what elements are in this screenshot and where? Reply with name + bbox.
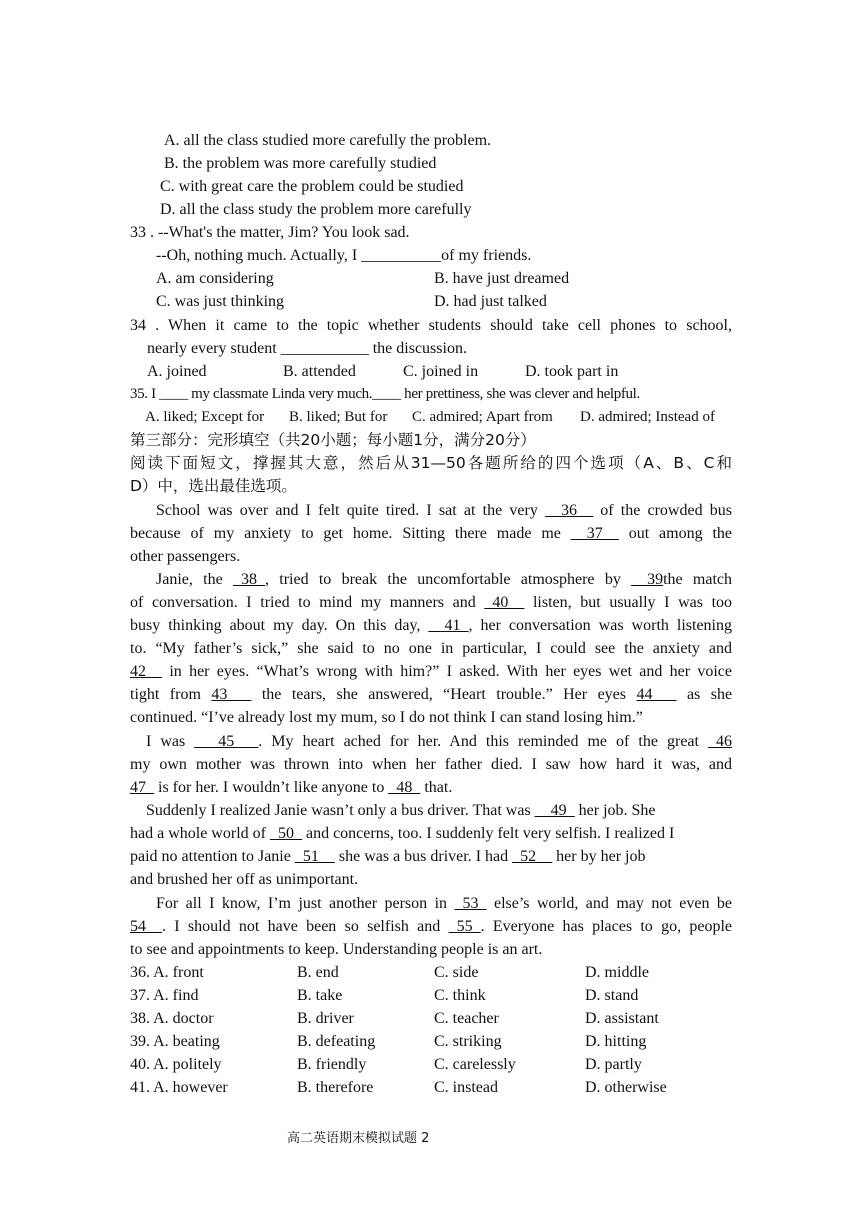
- blank-38: _38_: [232, 571, 265, 588]
- passage-line: continued. “I’ve already lost my mum, so I do not think I can stand losing him.”: [130, 709, 643, 726]
- q34-option-a: A. joined: [147, 363, 207, 380]
- q35-option-d: D. admired; Instead of: [580, 409, 715, 425]
- q32-option-b: B. the problem was more carefully studied: [164, 155, 437, 172]
- answer-41-d: D. otherwise: [585, 1079, 667, 1096]
- blank-40: _40__: [484, 594, 525, 611]
- q35-line1: 35. I ____ my classmate Linda very much.____ her prettiness, she was clever and helpful.: [130, 386, 640, 402]
- blank-43: 43___: [211, 686, 252, 703]
- blank-48: _48_: [388, 779, 421, 796]
- passage-line: I was ___45___. My heart ached for her. And this reminded me of the great _46: [146, 733, 732, 750]
- answer-38-d: D. assistant: [585, 1010, 659, 1027]
- answer-36-d: D. middle: [585, 964, 649, 981]
- passage-line: busy thinking about my day. On this day, __41_, her conversation was worth listening: [130, 617, 733, 634]
- answer-36-b: B. end: [297, 964, 339, 981]
- q33-option-b: B. have just dreamed: [434, 270, 570, 287]
- answer-37-b: B. take: [297, 987, 343, 1004]
- q34-option-b: B. attended: [283, 363, 356, 380]
- blank-46: _46: [708, 733, 732, 750]
- blank-51: _51__: [294, 848, 335, 865]
- answer-38-c: C. teacher: [434, 1010, 499, 1027]
- blank-49: __49_: [534, 802, 575, 819]
- answer-39-b: B. defeating: [297, 1033, 376, 1050]
- q34-option-c: C. joined in: [403, 363, 479, 380]
- blank-54: 54__: [130, 918, 162, 935]
- passage-line: of conversation. I tried to mind my manners and _40__ listen, but usually I was too: [130, 594, 733, 611]
- q34-line1: 34 . When it came to the topic whether students should take cell phones to school,: [130, 317, 732, 334]
- answer-40-d: D. partly: [585, 1056, 642, 1073]
- passage-line: 42__ in her eyes. “What’s wrong with him?” I asked. With her eyes wet and her voice: [130, 663, 733, 680]
- blank-44: 44___: [636, 686, 677, 703]
- answer-38-a: 38. A. doctor: [130, 1010, 214, 1027]
- q33-blank: __________: [361, 247, 442, 264]
- page-footer: 高二英语期末模拟试题 2: [287, 1131, 430, 1146]
- section3-instruction-2: D）中，选出最佳选项。: [130, 477, 297, 495]
- answer-40-b: B. friendly: [297, 1056, 367, 1073]
- section3-instruction-1: 阅读下面短文，撑握其大意，然后从31—50各题所给的四个选项（A、B、C和: [130, 454, 732, 472]
- passage-line: For all I know, I’m just another person in _53_ else’s world, and may not even be: [156, 895, 733, 912]
- answer-37-a: 37. A. find: [130, 987, 199, 1004]
- blank-47: 47_: [130, 779, 154, 796]
- passage-line: to see and appointments to keep. Understanding people is an art.: [130, 941, 543, 958]
- passage-line: Suddenly I realized Janie wasn’t only a bus driver. That was __49_ her job. She: [146, 802, 656, 819]
- q33-stem: 33 . --What's the matter, Jim? You look sad.: [130, 224, 410, 241]
- blank-45: ___45___: [194, 733, 259, 750]
- answer-39-a: 39. A. beating: [130, 1033, 220, 1050]
- passage-line: Janie, the _38_, tried to break the uncomfortable atmosphere by __39the match: [156, 571, 733, 588]
- blank-36: __36__: [545, 502, 594, 519]
- q33-option-d: D. had just talked: [434, 293, 547, 310]
- blank-52: _52__: [512, 848, 553, 865]
- blank-42: 42__: [130, 663, 162, 680]
- q35-option-b: B. liked; But for: [289, 409, 388, 425]
- answer-37-d: D. stand: [585, 987, 639, 1004]
- answer-41-a: 41. A. however: [130, 1079, 228, 1096]
- passage-line: other passengers.: [130, 548, 241, 565]
- blank-37: __37__: [570, 525, 619, 542]
- answer-36-a: 36. A. front: [130, 964, 204, 981]
- q35-option-a: A. liked; Except for: [145, 409, 265, 425]
- answer-38-b: B. driver: [297, 1010, 354, 1027]
- answer-41-b: B. therefore: [297, 1079, 374, 1096]
- passage-line: because of my anxiety to get home. Sitting there made me __37__ out among the: [130, 525, 733, 542]
- answer-36-c: C. side: [434, 964, 479, 981]
- answer-37-c: C. think: [434, 987, 486, 1004]
- q33-line2: [156, 244, 758, 267]
- blank-39: __39: [631, 571, 664, 588]
- passage-line: to. “My father’s sick,” she said to no one in particular, I could see the anxiety and: [130, 640, 732, 657]
- answer-40-c: C. carelessly: [434, 1056, 516, 1073]
- passage-line: and brushed her off as unimportant.: [130, 871, 359, 888]
- blank-41: __41_: [428, 617, 469, 634]
- q35-option-c: C. admired; Apart from: [412, 409, 553, 425]
- answer-40-a: 40. A. politely: [130, 1056, 222, 1073]
- answer-39-d: D. hitting: [585, 1033, 647, 1050]
- passage-line: 47_ is for her. I wouldn’t like anyone to _48_ that.: [130, 779, 453, 796]
- passage-line: my own mother was thrown into when her father died. I saw how hard it was, and: [130, 756, 732, 773]
- section3-title: 第三部分：完形填空（共20小题；每小题1分，满分20分）: [130, 431, 536, 449]
- answer-39-c: C. striking: [434, 1033, 502, 1050]
- blank-53: _53_: [454, 895, 487, 912]
- blank-50: _50_: [269, 825, 302, 842]
- passage-line: had a whole world of _50_ and concerns, too. I suddenly felt very selfish. I realized I: [130, 825, 675, 842]
- q32-option-c: C. with great care the problem could be studied: [160, 178, 464, 195]
- q32-option-d: D. all the class study the problem more carefully: [160, 201, 472, 218]
- blank-55: _55_: [448, 918, 481, 935]
- passage-line: paid no attention to Janie _51__ she was a bus driver. I had _52__ her by her job: [130, 848, 646, 865]
- q34-option-d: D. took part in: [525, 363, 619, 380]
- q33-text-a: --Oh, nothing much. Actually, I: [156, 247, 358, 264]
- passage-line: 54__. I should not have been so selfish and _55_. Everyone has places to go, people: [130, 918, 733, 935]
- q33-text-b: of my friends.: [441, 247, 532, 264]
- q33-option-a: A. am considering: [156, 270, 274, 287]
- q34-line2: nearly every student ___________ the discussion.: [147, 340, 467, 357]
- q32-option-a: A. all the class studied more carefully the problem.: [164, 132, 492, 149]
- passage-line: School was over and I felt quite tired. I sat at the very __36__ of the crowded bus: [156, 502, 733, 519]
- passage-line: tight from 43___ the tears, she answered, “Heart trouble.” Her eyes 44___ as she: [130, 686, 733, 703]
- answer-41-c: C. instead: [434, 1079, 498, 1096]
- q33-option-c: C. was just thinking: [156, 293, 285, 310]
